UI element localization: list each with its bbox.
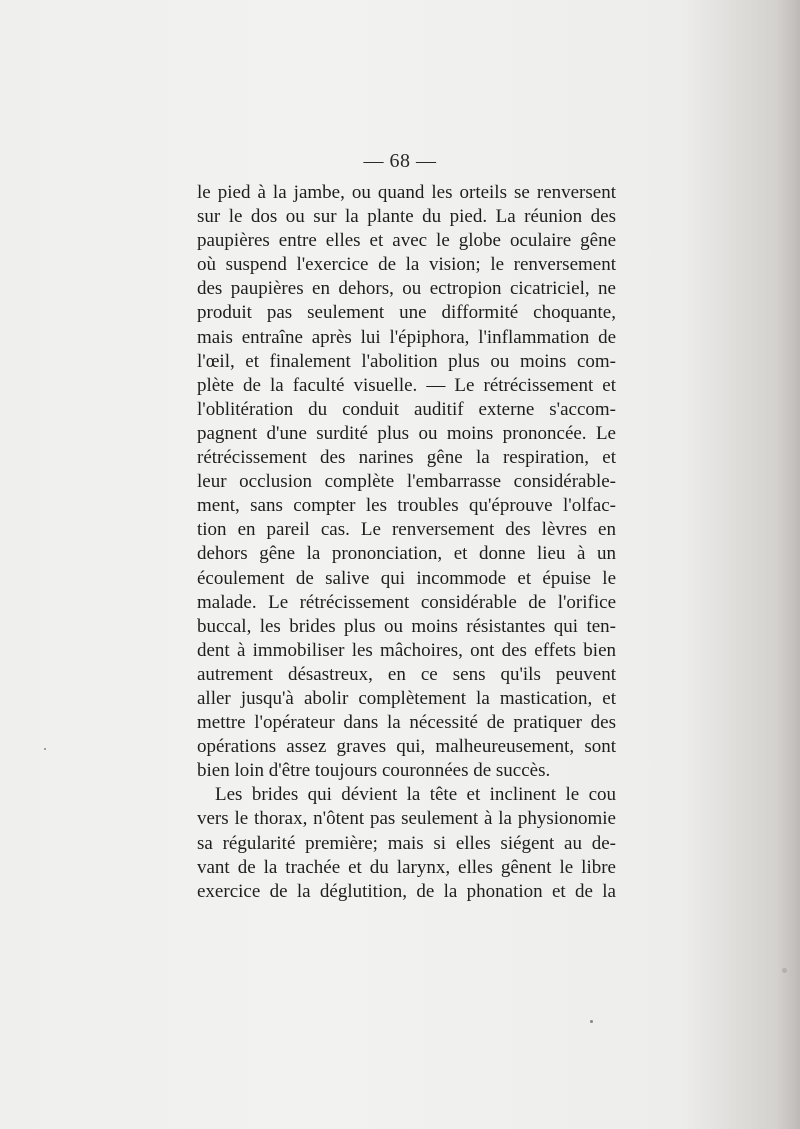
text-line: exercice de la déglutition, de la phonation et de la bbox=[197, 880, 616, 902]
text-line: l'œil, et finalement l'abolition plus ou moins com- bbox=[197, 350, 616, 372]
text-line: aller jusqu'à abolir complètement la mastication, et bbox=[197, 687, 616, 709]
text-line: écoulement de salive qui incommode et épuise le bbox=[197, 567, 616, 589]
paper-speck bbox=[44, 748, 46, 750]
text-line: ment, sans compter les troubles qu'éprouve l'olfac- bbox=[197, 495, 616, 517]
body-text bbox=[197, 181, 616, 904]
text-line: des paupières en dehors, ou ectropion cicatriciel, ne bbox=[197, 278, 616, 300]
text-line: buccal, les brides plus ou moins résistantes qui ten- bbox=[197, 615, 616, 637]
text-line: sa régularité première; mais si elles siégent au de- bbox=[197, 832, 616, 854]
text-line: produit pas seulement une difformité choquante, bbox=[197, 302, 616, 324]
text-line: leur occlusion complète l'embarrasse considérable- bbox=[197, 471, 616, 493]
text-line: malade. Le rétrécissement considérable de l'orifice bbox=[197, 591, 616, 613]
text-line: l'oblitération du conduit auditif externe s'accom- bbox=[197, 398, 616, 420]
text-line: mais entraîne après lui l'épiphora, l'inflammation de bbox=[197, 326, 616, 348]
page-number: — 68 — bbox=[363, 150, 437, 172]
text-line: dent à immobiliser les mâchoires, ont des effets bien bbox=[197, 639, 616, 661]
paragraph-end-line: bien loin d'être toujours couronnées de succès. bbox=[197, 760, 551, 782]
paragraph-start-line: Les brides qui dévient la tête et inclinent le cou bbox=[215, 784, 616, 806]
text-line: pagnent d'une surdité plus ou moins prononcée. Le bbox=[197, 422, 616, 444]
text-line: rétrécissement des narines gêne la respiration, et bbox=[197, 447, 616, 469]
text-line: autrement désastreux, en ce sens qu'ils peuvent bbox=[197, 663, 616, 685]
text-line: tion en pareil cas. Le renversement des lèvres en bbox=[197, 519, 616, 541]
text-line: vers le thorax, n'ôtent pas seulement à la physionomie bbox=[197, 808, 616, 830]
text-line: dehors gêne la prononciation, et donne lieu à un bbox=[197, 543, 616, 565]
text-line: sur le dos ou sur la plante du pied. La réunion des bbox=[197, 206, 616, 228]
text-line: vant de la trachée et du larynx, elles gênent le libre bbox=[197, 856, 616, 878]
text-line: opérations assez graves qui, malheureusement, sont bbox=[197, 736, 616, 758]
text-line: paupières entre elles et avec le globe oculaire gêne bbox=[197, 230, 616, 252]
text-line: plète de la faculté visuelle. — Le rétrécissement et bbox=[197, 374, 616, 396]
paper-speck bbox=[590, 1020, 593, 1023]
paper-speck bbox=[782, 968, 787, 973]
text-line: le pied à la jambe, ou quand les orteils se renversent bbox=[197, 182, 616, 203]
text-line: mettre l'opérateur dans la nécessité de pratiquer des bbox=[197, 712, 616, 734]
text-line: où suspend l'exercice de la vision; le renversement bbox=[197, 254, 616, 276]
